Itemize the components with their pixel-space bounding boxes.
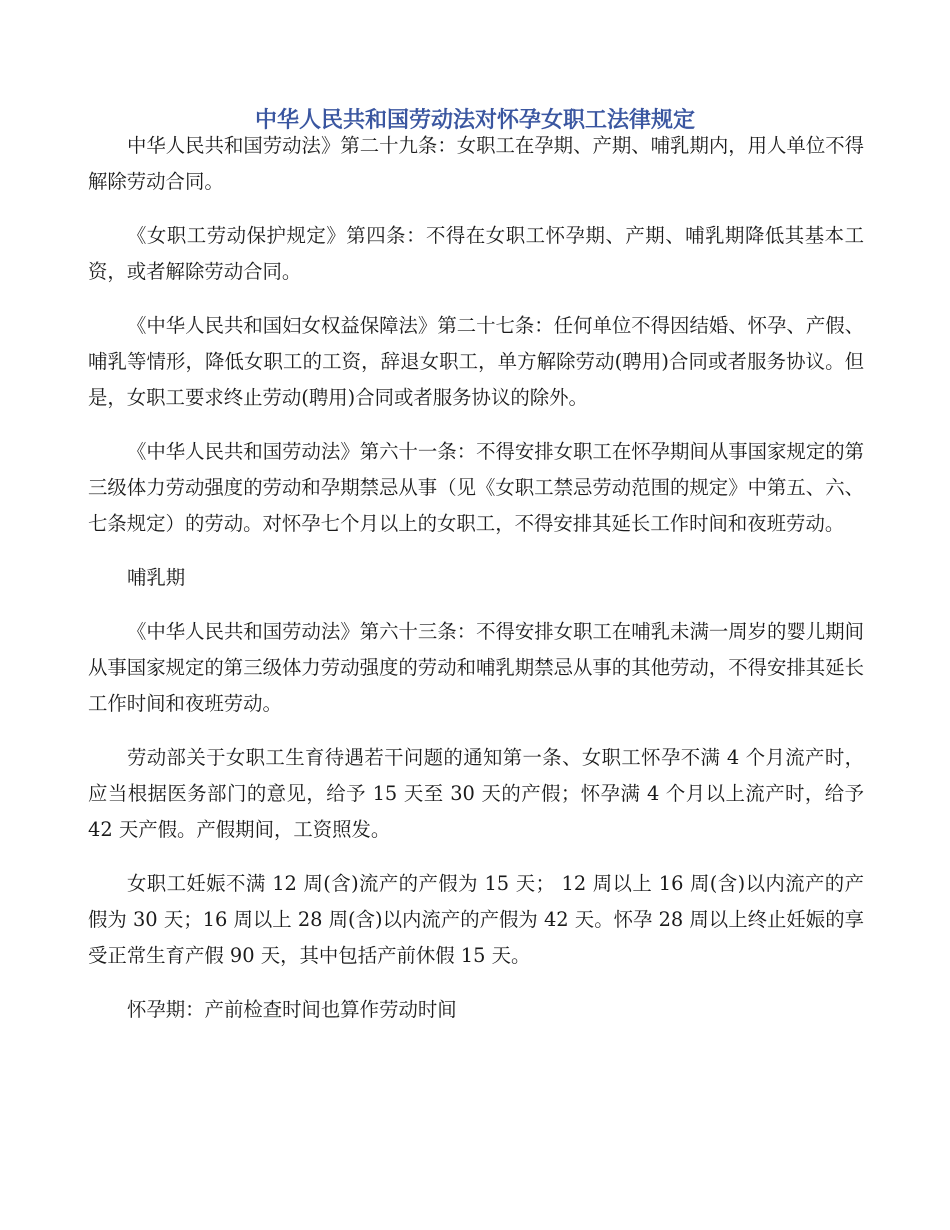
paragraph-female-worker-protection-article-4: 《女职工劳动保护规定》第四条：不得在女职工怀孕期、产期、哺乳期降低其基本工资，或者解除劳动合同。 <box>88 224 864 283</box>
paragraph-labor-law-article-63: 《中华人民共和国劳动法》第六十三条：不得安排女职工在哺乳未满一周岁的婴儿期间从事国家规定的第三级体力劳动强度的劳动和哺乳期禁忌从事的其他劳动，不得安排其延长工作时间和夜班劳动。 <box>88 620 864 715</box>
paragraph-labor-law-article-29: 中华人民共和国劳动法》第二十九条：女职工在孕期、产期、哺乳期内，用人单位不得解除劳动合同。 <box>88 134 864 193</box>
paragraph-lactation-heading: 哺乳期 <box>127 566 186 589</box>
paragraph-prenatal-checkup: 怀孕期：产前检查时间也算作劳动时间 <box>127 998 457 1021</box>
document-title: 中华人民共和国劳动法对怀孕女职工法律规定 <box>254 107 695 133</box>
paragraph-women-rights-law-article-27: 《中华人民共和国妇女权益保障法》第二十七条：任何单位不得因结婚、怀孕、产假、哺乳等情形，降低女职工的工资，辞退女职工，单方解除劳动(聘用)合同或者服务协议。但是，女职工要求终止劳动(聘用)合同或者服务协议的除外。 <box>88 314 864 409</box>
paragraph-labor-law-article-61: 《中华人民共和国劳动法》第六十一条：不得安排女职工在怀孕期间从事国家规定的第三级体力劳动强度的劳动和孕期禁忌从事（见《女职工禁忌劳动范围的规定》中第五、六、七条规定）的劳动。对怀孕七个月以上的女职工，不得安排其延长工作时间和夜班劳动。 <box>88 440 864 535</box>
document-body <box>88 128 864 1046</box>
paragraph-miscarriage-leave: 女职工妊娠不满 12 周(含)流产的产假为 15 天； 12 周以上 16 周(含)以内流产的产假为 30 天；16 周以上 28 周(含)以内流产的产假为 42 天。怀孕 28 周以上终止妊娠的享受正常生育产假 90 天，其中包括产前休假 15 天。 <box>88 872 864 967</box>
paragraph-maternity-notice-article-1: 劳动部关于女职工生育待遇若干问题的通知第一条、女职工怀孕不满 4 个月流产时，应当根据医务部门的意见，给予 15 天至 30 天的产假；怀孕满 4 个月以上流产时，给予 42 天产假。产假期间，工资照发。 <box>88 746 864 841</box>
